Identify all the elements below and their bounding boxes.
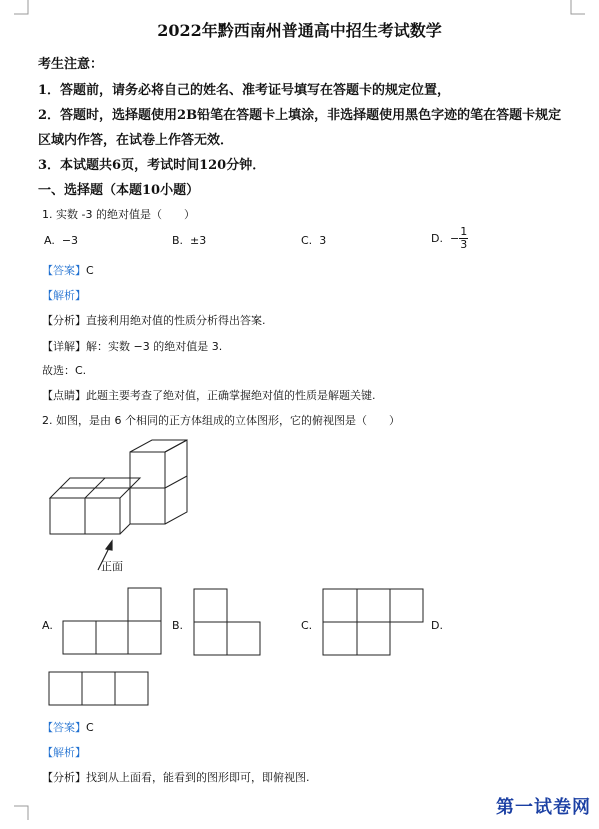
q1-option-d: D. − $\frac{1}{3}$ [431,225,468,251]
q2-option-c-figure [322,588,426,658]
q1-option-b: B. ±3 [172,234,207,247]
notice-heading: 考生注意： [38,57,104,72]
q1-stem: 1. 实数 -3 的绝对值是（ ） [42,208,195,221]
q2-option-c-letter: C. [301,619,313,632]
q2-analysis-tag: 【解析】 [42,746,86,759]
q2-option-a-figure [62,587,164,657]
notice-item-2-cont: 区域内作答，在试卷上作答无效． [38,133,234,148]
q2-fenxi: 【分析】找到从上面看，能看到的图形即可，即俯视图. [42,771,310,784]
notice-item-3: 3．本试题共6页，考试时间120分钟． [38,158,266,173]
q1-analysis-tag: 【解析】 [42,289,86,302]
notice-item-2: 2．答题时，选择题使用2B铅笔在答题卡上填涂，非选择题使用黑色字迹的笔在答题卡规定 [38,108,562,123]
page-title: 2022年黔西南州普通高中招生考试数学 [157,21,442,40]
q2-option-a-letter: A. [42,619,53,632]
q2-option-d-figure [48,671,152,707]
q1-comment: 【点睛】此题主要考查了绝对值，正确掌握绝对值的性质是解题关键. [42,389,376,402]
q1-answer: 【答案】C [42,264,94,277]
q2-option-b-letter: B. [172,619,184,632]
q1-option-a: A. −3 [44,234,79,247]
watermark-logo: 第一试卷网 [496,797,591,818]
q1-fenxi: 【分析】直接利用绝对值的性质分析得出答案. [42,314,266,327]
corner-mark-top-right [565,0,585,20]
q1-choose: 故选：C. [42,364,87,377]
corner-mark-bottom-left [14,800,34,820]
notice-item-1: 1．答题前，请务必将自己的姓名、准考证号填写在答题卡的规定位置， [38,83,451,98]
q2-answer: 【答案】C [42,721,94,734]
q1-detail: 【详解】解：实数 −3 的绝对值是 3. [42,340,223,353]
corner-mark-top-left [14,0,34,20]
section-heading: 一、选择题（本题10小题） [38,183,200,198]
q2-stem: 2. 如图，是由 6 个相同的正方体组成的立体图形，它的俯视图是（ ） [42,414,400,427]
q2-solid-figure [40,438,200,578]
front-label: 正面 [101,560,123,573]
q2-option-b-figure [193,588,263,658]
q1-option-c: C. 3 [301,234,327,247]
fraction: $\frac{1}{3}$ [460,225,468,251]
q2-option-d-letter: D. [431,619,443,632]
